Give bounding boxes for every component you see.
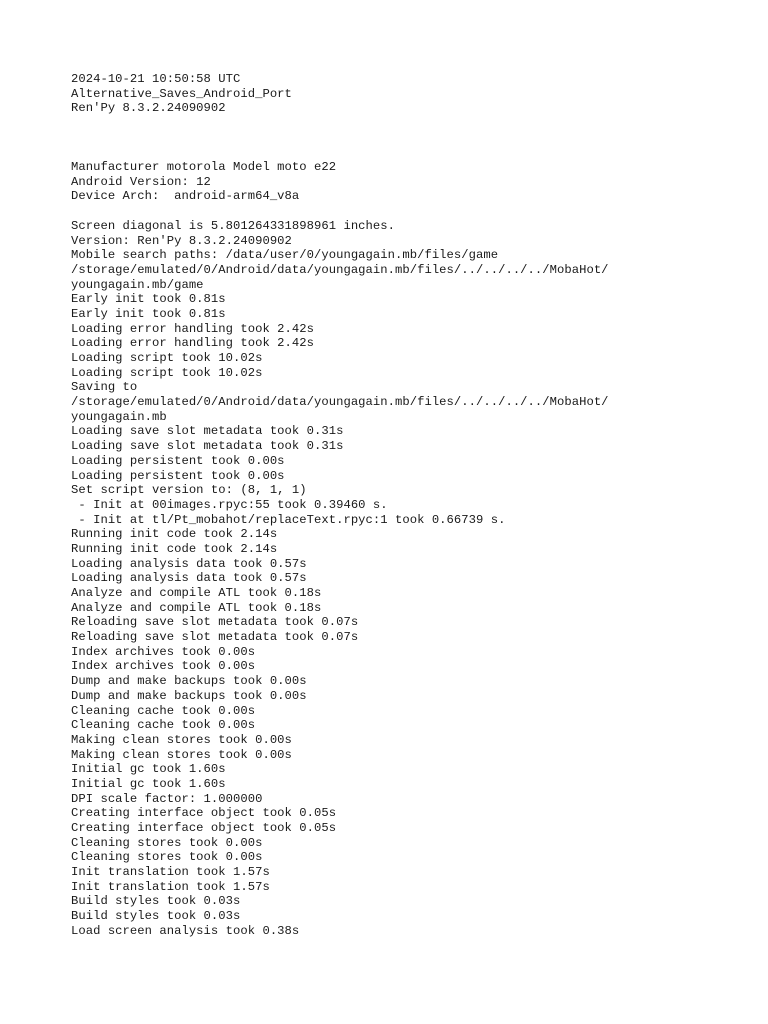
log-line: Running init code took 2.14s [71,541,278,556]
log-line: Build styles took 0.03s [71,894,241,909]
log-line: Set script version to: (8, 1, 1) [71,483,307,498]
log-line: Index archives took 0.00s [71,659,256,674]
log-line: Mobile search paths: /data/user/0/youngagain.mb/files/game [71,248,499,263]
log-line: - Init at tl/Pt_mobahot/replaceText.rpyc:1 took 0.66739 s. [71,512,506,527]
log-line: Loading save slot metadata took 0.31s [71,439,344,454]
log-line: Cleaning stores took 0.00s [71,850,263,865]
log-line: /storage/emulated/0/Android/data/youngagain.mb/files/../../../../MobaHot/ [71,395,609,410]
log-line: youngagain.mb/game [71,277,204,292]
log-line: Loading persistent took 0.00s [71,453,285,468]
log-line: Loading persistent took 0.00s [71,468,285,483]
android-version: Android Version: 12 [71,174,211,189]
log-project-name: Alternative_Saves_Android_Port [71,86,292,101]
log-line: Initial gc took 1.60s [71,776,226,791]
log-line: Loading error handling took 2.42s [71,336,315,351]
log-line: Dump and make backups took 0.00s [71,674,307,689]
log-line: Saving to [71,380,138,395]
log-line: Analyze and compile ATL took 0.18s [71,586,322,600]
log-timestamp: 2024-10-21 10:50:58 UTC [71,72,241,86]
device-info [71,160,751,204]
log-line: Cleaning stores took 0.00s [71,835,263,850]
device-model: Manufacturer motorola Model moto e22 [71,160,337,175]
log-line: Init translation took 1.57s [71,865,270,880]
log-line: Creating interface object took 0.05s [71,821,337,835]
log-line: Analyze and compile ATL took 0.18s [71,600,322,615]
log-lines [71,219,751,939]
log-line: Early init took 0.81s [71,292,226,307]
log-line: Init translation took 1.57s [71,879,270,894]
log-line: Loading analysis data took 0.57s [71,556,307,571]
log-line: - Init at 00images.rpyc:55 took 0.39460 s. [71,497,388,512]
log-line: Dump and make backups took 0.00s [71,688,307,703]
log-line: DPI scale factor: 1.000000 [71,791,263,806]
log-line: Cleaning cache took 0.00s [71,718,256,733]
log-line: Loading error handling took 2.42s [71,321,315,336]
log-line: Running init code took 2.14s [71,527,278,542]
log-renpy-version: Ren'Py 8.3.2.24090902 [71,101,226,116]
log-line: Load screen analysis took 0.38s [71,923,300,938]
log-line: Build styles took 0.03s [71,909,241,924]
log-document [71,72,751,939]
log-line: Loading save slot metadata took 0.31s [71,424,344,439]
log-header [71,72,751,116]
log-line: Making clean stores took 0.00s [71,732,292,747]
device-arch: Device Arch: android-arm64_v8a [71,189,300,204]
log-line: Loading script took 10.02s [71,351,263,365]
log-line: Creating interface object took 0.05s [71,806,337,821]
log-line: Reloading save slot metadata took 0.07s [71,615,359,630]
log-line: youngagain.mb [71,409,167,424]
log-line: Index archives took 0.00s [71,644,256,659]
log-line: /storage/emulated/0/Android/data/youngagain.mb/files/../../../../MobaHot/ [71,262,609,277]
log-line: Screen diagonal is 5.801264331898961 inches. [71,218,396,233]
log-line: Loading analysis data took 0.57s [71,571,307,586]
log-line: Version: Ren'Py 8.3.2.24090902 [71,233,292,248]
log-line: Early init took 0.81s [71,306,226,321]
spacer [71,116,751,160]
log-line: Initial gc took 1.60s [71,762,226,777]
log-line: Loading script took 10.02s [71,365,263,380]
log-line: Cleaning cache took 0.00s [71,703,256,718]
log-line: Reloading save slot metadata took 0.07s [71,630,359,645]
spacer [71,204,751,219]
log-line: Making clean stores took 0.00s [71,747,292,762]
